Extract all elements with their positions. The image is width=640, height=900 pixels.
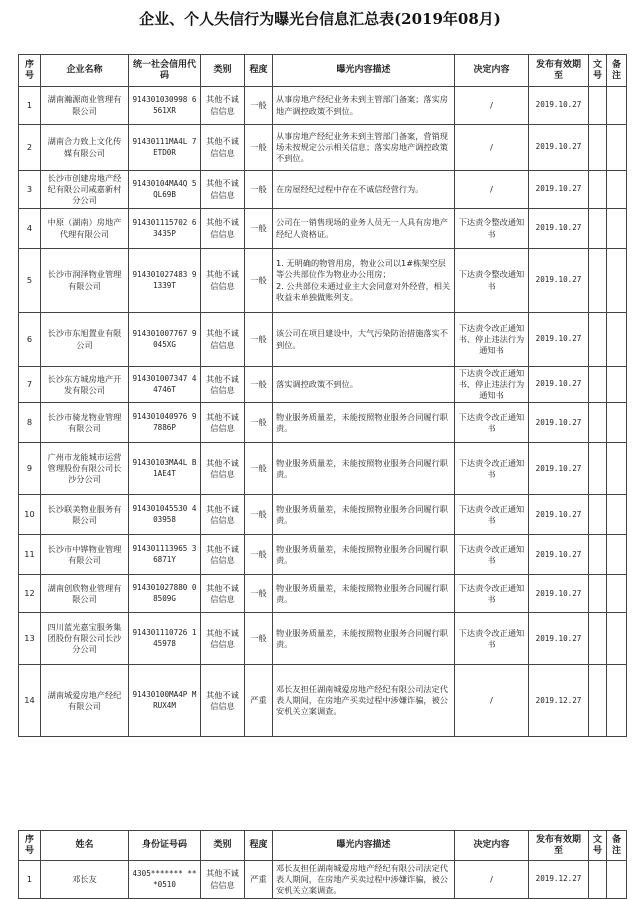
cell-doc bbox=[589, 313, 607, 367]
cell-desc: 该公司在项目建设中，大气污染防治措施落实不到位。 bbox=[273, 313, 455, 367]
page-title: 企业、个人失信行为曝光台信息汇总表(2019年08月) bbox=[139, 10, 501, 28]
cell-doc bbox=[589, 87, 607, 125]
cell-desc: 邓长友担任湖南城爱房地产经纪有限公司法定代表人期间，在房地产买卖过程中涉嫌诈骗，被公安机关立案调查。 bbox=[273, 665, 455, 737]
cell-doc bbox=[589, 535, 607, 575]
cell-desc: 物业服务质量差，未能按照物业服务合同履行职责。 bbox=[273, 495, 455, 535]
header-cell: 文号 bbox=[589, 831, 607, 861]
cell-degree: 严重 bbox=[245, 665, 273, 737]
header-cell: 企业名称 bbox=[41, 55, 129, 87]
cell-code: 914301045530 403958 bbox=[129, 495, 201, 535]
cell-name: 四川蓝光嘉宝服务集团股份有限公司长沙分公司 bbox=[41, 613, 129, 665]
cell-code: 91430103MA4L B1AE4T bbox=[129, 443, 201, 495]
cell-note bbox=[607, 861, 627, 899]
header-cell: 曝光内容描述 bbox=[273, 55, 455, 87]
cell-code: 914301027483 91339T bbox=[129, 249, 201, 313]
individual-header-row bbox=[19, 831, 627, 861]
cell-expiry: 2019.10.27 bbox=[529, 125, 589, 171]
cell-code: 91430104MA4Q 5QL69B bbox=[129, 171, 201, 209]
cell-decision: 下达责令改正通知书 bbox=[455, 495, 529, 535]
cell-decision: 下达责令整改通知书 bbox=[455, 209, 529, 249]
cell-no: 5 bbox=[19, 249, 41, 313]
cell-decision: / bbox=[455, 861, 529, 899]
cell-degree: 一般 bbox=[245, 367, 273, 403]
cell-decision: / bbox=[455, 665, 529, 737]
cell-desc: 物业服务质量差，未能按照物业服务合同履行职责。 bbox=[273, 613, 455, 665]
cell-decision: 下达责令改正通知书 bbox=[455, 403, 529, 443]
cell-code: 914301007767 9045XG bbox=[129, 313, 201, 367]
cell-no: 1 bbox=[19, 861, 41, 899]
cell-category: 其他不诚信信息 bbox=[201, 171, 245, 209]
cell-note bbox=[607, 87, 627, 125]
cell-category: 其他不诚信信息 bbox=[201, 367, 245, 403]
cell-no: 4 bbox=[19, 209, 41, 249]
enterprise-row bbox=[19, 443, 627, 495]
cell-name: 长沙市骑龙物业管理有限公司 bbox=[41, 403, 129, 443]
cell-doc bbox=[589, 613, 607, 665]
cell-doc bbox=[589, 575, 607, 613]
cell-expiry: 2019.10.27 bbox=[529, 367, 589, 403]
cell-note bbox=[607, 171, 627, 209]
cell-code: 91430100MA4P MRUX4M bbox=[129, 665, 201, 737]
enterprise-table bbox=[18, 54, 627, 737]
cell-name: 中原（湖南）房地产代理有限公司 bbox=[41, 209, 129, 249]
cell-name: 湖南合力致上文化传媒有限公司 bbox=[41, 125, 129, 171]
cell-expiry: 2019.10.27 bbox=[529, 613, 589, 665]
cell-expiry: 2019.10.27 bbox=[529, 495, 589, 535]
cell-name: 长沙市润泽物业管理有限公司 bbox=[41, 249, 129, 313]
cell-decision: 下达责令改正通知书 bbox=[455, 443, 529, 495]
header-cell: 决定内容 bbox=[455, 55, 529, 87]
cell-name: 湖南城爱房地产经纪有限公司 bbox=[41, 665, 129, 737]
cell-doc bbox=[589, 861, 607, 899]
cell-degree: 一般 bbox=[245, 535, 273, 575]
header-cell: 决定内容 bbox=[455, 831, 529, 861]
enterprise-row bbox=[19, 87, 627, 125]
enterprise-row bbox=[19, 249, 627, 313]
enterprise-row bbox=[19, 171, 627, 209]
enterprise-row bbox=[19, 125, 627, 171]
cell-category: 其他不诚信信息 bbox=[201, 575, 245, 613]
header-cell: 序号 bbox=[19, 831, 41, 861]
cell-desc: 物业服务质量差，未能按照物业服务合同履行职责。 bbox=[273, 403, 455, 443]
cell-note bbox=[607, 443, 627, 495]
enterprise-header-row bbox=[19, 55, 627, 87]
header-cell: 发布有效期至 bbox=[529, 831, 589, 861]
cell-no: 14 bbox=[19, 665, 41, 737]
cell-category: 其他不诚信信息 bbox=[201, 443, 245, 495]
cell-name: 长沙东方城房地产开发有限公司 bbox=[41, 367, 129, 403]
cell-no: 11 bbox=[19, 535, 41, 575]
cell-expiry: 2019.10.27 bbox=[529, 575, 589, 613]
cell-expiry: 2019.10.27 bbox=[529, 171, 589, 209]
cell-desc: 落实调控政策不到位。 bbox=[273, 367, 455, 403]
cell-code: 914301115702 63435P bbox=[129, 209, 201, 249]
cell-decision: 下达责令改正通知书 bbox=[455, 613, 529, 665]
cell-code: 91430111MA4L 7ETD0R bbox=[129, 125, 201, 171]
cell-code: 914301027880 08509G bbox=[129, 575, 201, 613]
cell-doc bbox=[589, 209, 607, 249]
cell-expiry: 2019.10.27 bbox=[529, 87, 589, 125]
cell-expiry: 2019.12.27 bbox=[529, 861, 589, 899]
header-cell: 序号 bbox=[19, 55, 41, 87]
cell-decision: / bbox=[455, 125, 529, 171]
cell-desc: 在房屋经纪过程中存在不诚信经营行为。 bbox=[273, 171, 455, 209]
cell-degree: 一般 bbox=[245, 209, 273, 249]
cell-degree: 一般 bbox=[245, 443, 273, 495]
header-cell: 身份证号码 bbox=[129, 831, 201, 861]
cell-degree: 一般 bbox=[245, 313, 273, 367]
individual-row bbox=[19, 861, 627, 899]
cell-degree: 一般 bbox=[245, 613, 273, 665]
cell-expiry: 2019.10.27 bbox=[529, 209, 589, 249]
cell-degree: 一般 bbox=[245, 249, 273, 313]
cell-doc bbox=[589, 367, 607, 403]
cell-degree: 一般 bbox=[245, 575, 273, 613]
cell-decision: 下达责令改正通知书、停止违法行为通知书 bbox=[455, 313, 529, 367]
cell-no: 12 bbox=[19, 575, 41, 613]
cell-expiry: 2019.10.27 bbox=[529, 313, 589, 367]
cell-category: 其他不诚信信息 bbox=[201, 87, 245, 125]
enterprise-row bbox=[19, 665, 627, 737]
cell-degree: 严重 bbox=[245, 861, 273, 899]
cell-doc bbox=[589, 495, 607, 535]
cell-name: 长沙市东旭置业有限公司 bbox=[41, 313, 129, 367]
cell-note bbox=[607, 403, 627, 443]
cell-degree: 一般 bbox=[245, 171, 273, 209]
cell-category: 其他不诚信信息 bbox=[201, 313, 245, 367]
cell-id: 4305******* ***0510 bbox=[129, 861, 201, 899]
cell-expiry: 2019.10.27 bbox=[529, 535, 589, 575]
cell-name: 长沙联美物业服务有限公司 bbox=[41, 495, 129, 535]
cell-no: 6 bbox=[19, 313, 41, 367]
cell-name: 长沙市创建房地产经纪有限公司咸嘉新村分公司 bbox=[41, 171, 129, 209]
cell-no: 8 bbox=[19, 403, 41, 443]
cell-decision: 下达责令整改通知书 bbox=[455, 249, 529, 313]
cell-note bbox=[607, 367, 627, 403]
cell-no: 10 bbox=[19, 495, 41, 535]
cell-desc: 物业服务质量差，未能按照物业服务合同履行职责。 bbox=[273, 575, 455, 613]
cell-degree: 一般 bbox=[245, 87, 273, 125]
cell-code: 914301113965 36871Y bbox=[129, 535, 201, 575]
header-cell: 发布有效期至 bbox=[529, 55, 589, 87]
cell-code: 914301040976 97886P bbox=[129, 403, 201, 443]
cell-no: 1 bbox=[19, 87, 41, 125]
cell-name: 湖南创欣物业管理有限公司 bbox=[41, 575, 129, 613]
cell-degree: 一般 bbox=[245, 403, 273, 443]
cell-degree: 一般 bbox=[245, 125, 273, 171]
cell-category: 其他不诚信信息 bbox=[201, 495, 245, 535]
cell-desc: 邓长友担任湖南城爱房地产经纪有限公司法定代表人期间，在房地产买卖过程中涉嫌诈骗，被公安机关立案调查。 bbox=[273, 861, 455, 899]
cell-name: 长沙市中铧物业管理有限公司 bbox=[41, 535, 129, 575]
enterprise-row bbox=[19, 495, 627, 535]
cell-expiry: 2019.12.27 bbox=[529, 665, 589, 737]
cell-note bbox=[607, 665, 627, 737]
header-cell: 统一社会信用代码 bbox=[129, 55, 201, 87]
cell-note bbox=[607, 535, 627, 575]
cell-code: 914301110726 145978 bbox=[129, 613, 201, 665]
cell-code: 914301007347 44746T bbox=[129, 367, 201, 403]
cell-no: 13 bbox=[19, 613, 41, 665]
header-cell: 程度 bbox=[245, 831, 273, 861]
cell-code: 914301030998 6561XR bbox=[129, 87, 201, 125]
header-cell: 曝光内容描述 bbox=[273, 831, 455, 861]
enterprise-row bbox=[19, 535, 627, 575]
header-cell: 程度 bbox=[245, 55, 273, 87]
cell-name: 邓长友 bbox=[41, 861, 129, 899]
cell-desc: 公司在一销售现场的业务人员无一人具有房地产经纪人资格证。 bbox=[273, 209, 455, 249]
cell-note bbox=[607, 313, 627, 367]
cell-doc bbox=[589, 249, 607, 313]
cell-name: 湖南瀚源商业管理有限公司 bbox=[41, 87, 129, 125]
enterprise-row bbox=[19, 575, 627, 613]
cell-note bbox=[607, 209, 627, 249]
cell-doc bbox=[589, 171, 607, 209]
enterprise-row bbox=[19, 403, 627, 443]
cell-category: 其他不诚信信息 bbox=[201, 861, 245, 899]
header-cell: 姓名 bbox=[41, 831, 129, 861]
cell-decision: 下达责令改正通知书 bbox=[455, 575, 529, 613]
cell-desc: 物业服务质量差，未能按照物业服务合同履行职责。 bbox=[273, 443, 455, 495]
cell-decision: / bbox=[455, 87, 529, 125]
cell-note bbox=[607, 613, 627, 665]
header-cell: 类别 bbox=[201, 831, 245, 861]
cell-doc bbox=[589, 665, 607, 737]
cell-doc bbox=[589, 403, 607, 443]
enterprise-row bbox=[19, 367, 627, 403]
cell-category: 其他不诚信信息 bbox=[201, 665, 245, 737]
cell-doc bbox=[589, 443, 607, 495]
cell-no: 9 bbox=[19, 443, 41, 495]
cell-note bbox=[607, 575, 627, 613]
enterprise-row bbox=[19, 209, 627, 249]
cell-doc bbox=[589, 125, 607, 171]
cell-note bbox=[607, 249, 627, 313]
cell-category: 其他不诚信信息 bbox=[201, 209, 245, 249]
cell-desc: 1. 无明确的物管用房，物业公司以1#栋架空层等公共部位作为物业办公用房； 2. 公共部位未通过业主大会同意对外经营，相关收益未单独做账列支。 bbox=[273, 249, 455, 313]
cell-desc: 物业服务质量差，未能按照物业服务合同履行职责。 bbox=[273, 535, 455, 575]
cell-expiry: 2019.10.27 bbox=[529, 403, 589, 443]
cell-expiry: 2019.10.27 bbox=[529, 443, 589, 495]
cell-decision: / bbox=[455, 171, 529, 209]
cell-expiry: 2019.10.27 bbox=[529, 249, 589, 313]
enterprise-row bbox=[19, 613, 627, 665]
cell-desc: 从事房地产经纪业务未到主管部门备案；落实房地产调控政策不到位。 bbox=[273, 87, 455, 125]
cell-no: 7 bbox=[19, 367, 41, 403]
header-cell: 备注 bbox=[607, 55, 627, 87]
cell-decision: 下达责令改正通知书 bbox=[455, 535, 529, 575]
cell-category: 其他不诚信信息 bbox=[201, 249, 245, 313]
header-cell: 文号 bbox=[589, 55, 607, 87]
cell-name: 广州市龙能城市运营管理股份有限公司长沙分公司 bbox=[41, 443, 129, 495]
cell-note bbox=[607, 125, 627, 171]
cell-no: 2 bbox=[19, 125, 41, 171]
cell-category: 其他不诚信信息 bbox=[201, 125, 245, 171]
cell-category: 其他不诚信信息 bbox=[201, 403, 245, 443]
enterprise-row bbox=[19, 313, 627, 367]
individual-table-body bbox=[19, 861, 627, 899]
cell-degree: 一般 bbox=[245, 495, 273, 535]
cell-desc: 从事房地产经纪业务未到主管部门备案，营销现场未按规定公示相关信息；落实房地产调控政策不到位。 bbox=[273, 125, 455, 171]
header-cell: 备注 bbox=[607, 831, 627, 861]
header-cell: 类别 bbox=[201, 55, 245, 87]
cell-no: 3 bbox=[19, 171, 41, 209]
cell-category: 其他不诚信信息 bbox=[201, 613, 245, 665]
cell-decision: 下达责令改正通知书、停止违法行为通知书 bbox=[455, 367, 529, 403]
cell-note bbox=[607, 495, 627, 535]
enterprise-table-body bbox=[19, 87, 627, 737]
cell-category: 其他不诚信信息 bbox=[201, 535, 245, 575]
individual-table bbox=[18, 830, 627, 899]
